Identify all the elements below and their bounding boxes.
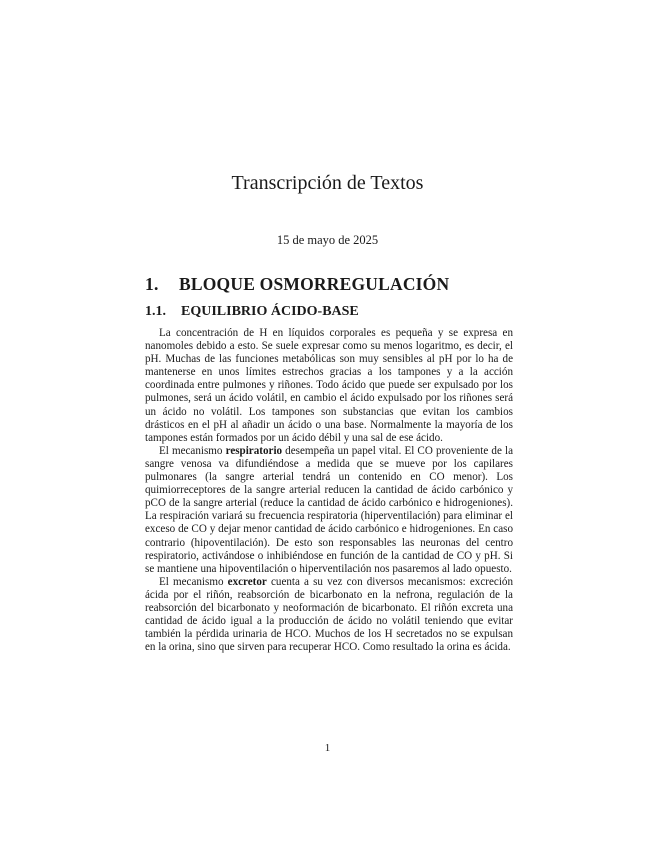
paragraph-concentration: La concentración de H en líquidos corporales es pequeña y se expresa en nanomoles debido a esto. Se suele expresar como su menos logaritmo, es decir, el pH. Muchas de las funciones metabólicas son muy sensibles al pH por lo ha de mantenerse en unos límites estrechos gracias a los tampones y a la acción coordinada entre pulmones y riñones. Todo ácido que puede ser expulsado por los pulmones, será un ácido volátil, en cambio el ácido expulsado por los riñones será un ácido no volátil. Los tampones son substancias que evitan los cambios drásticos en el pH al añadir un ácido o una base. Normalmente la mayoría de los tampones están formados por un ácido débil y una sal de ese ácido. bbox=[145, 327, 513, 444]
section-title: BLOQUE OSMORREGULACIÓN bbox=[179, 274, 450, 294]
section-heading bbox=[145, 274, 449, 295]
paragraph-respiratory-mechanism: El mecanismo respiratorio desempeña un papel vital. El CO proveniente de la sangre venosa va difundiéndose a medida que se mueve por los capilares pulmonares (la sangre arterial tendrá un contenido en CO menor). Los quimiorreceptores de la sangre arterial reducen la cantidad de ácido carbónico y pCO de la sangre arterial (reduce la cantidad de ácido carbónico e hidrogeniones). La respiración variará su frecuencia respiratoria (hiperventilación) para eliminar el exceso de CO y dejar menor cantidad de ácido carbónico e hidrogeniones. En caso contrario (hipoventilación). De esto son responsables las neuronas del centro respiratorio, activándose o inhibiéndose en función de la cantidad de CO y pH. Si se mantiene una hipoventilación o hiperventilación nos pasaremos al lado opuesto. bbox=[145, 444, 513, 575]
subsection-number: 1.1. bbox=[145, 304, 166, 319]
paragraph-excretory-mechanism: El mecanismo excretor cuenta a su vez con diversos mecanismos: excreción ácida por el riñón, reabsorción de bicarbonato en la nefrona, regulación de la reabsorción del bicarbonato y neoformación de bicarbonato. El riñón excreta una cantidad de ácido igual a la producción de ácido no volátil teniendo que evitar también la pérdida urinaria de HCO. Muchos de los H secretados no se expulsan en la orina, sino que sirven para recuperar HCO. Como resultado la orina es ácida. bbox=[145, 575, 513, 654]
body-text bbox=[145, 327, 513, 654]
subsection-title: EQUILIBRIO ÁCIDO-BASE bbox=[181, 304, 359, 319]
subsection-heading bbox=[145, 304, 359, 320]
document-title: Transcripción de Textos bbox=[231, 172, 424, 194]
term-respiratorio: respiratorio bbox=[225, 444, 283, 457]
section-number: 1. bbox=[145, 274, 159, 294]
page-number: 1 bbox=[324, 742, 331, 754]
term-excretor: excretor bbox=[227, 575, 267, 588]
document-date: 15 de mayo de 2025 bbox=[276, 233, 379, 247]
